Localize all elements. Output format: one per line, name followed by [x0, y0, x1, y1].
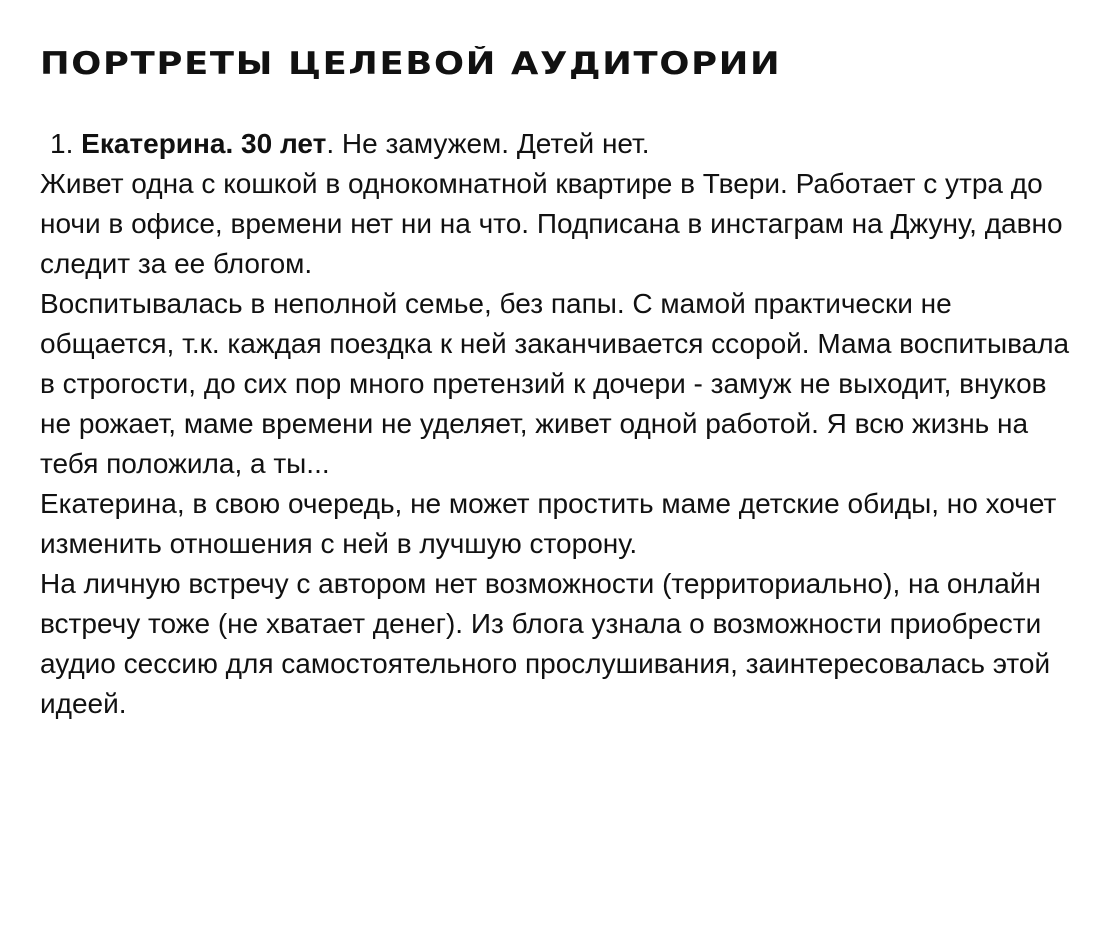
persona-list — [40, 124, 1080, 724]
persona-paragraph-family: Воспитывалась в неполной семье, без папы. С мамой практически не общается, т.к. каждая поездка к ней заканчивается ссорой. Мама воспитывала в строгости, до сих пор много претензий к дочери - замуж не выходит, внуков не рожает, маме времени не уделяет, живет одной работой. Я всю жизнь на тебя положила, а ты... — [40, 288, 1070, 479]
persona-intro-rest: . Не замужем. Детей нет. — [326, 128, 650, 159]
persona-intro-line — [40, 124, 1080, 164]
persona-paragraph-motivation: Екатерина, в свою очередь, не может простить маме детские обиды, но хочет изменить отношения с ней в лучшую сторону. — [40, 488, 1057, 559]
document-heading: ПОРТРЕТЫ ЦЕЛЕВОЙ АУДИТОРИИ — [40, 46, 782, 82]
persona-paragraph-access: На личную встречу с автором нет возможности (территориально), на онлайн встречу тоже (не хватает денег). Из блога узнала о возможности приобрести аудио сессию для самостоятельного прослушивания, заинтересовалась этой идеей. — [40, 568, 1051, 719]
list-number: 1. — [50, 128, 74, 159]
persona-paragraph-living: Живет одна с кошкой в однокомнатной квартире в Твери. Работает с утра до ночи в офисе, времени нет ни на что. Подписана в инстаграм на Джуну, давно следит за ее блогом. — [40, 168, 1063, 279]
persona-name-age: Екатерина. 30 лет — [81, 128, 327, 159]
